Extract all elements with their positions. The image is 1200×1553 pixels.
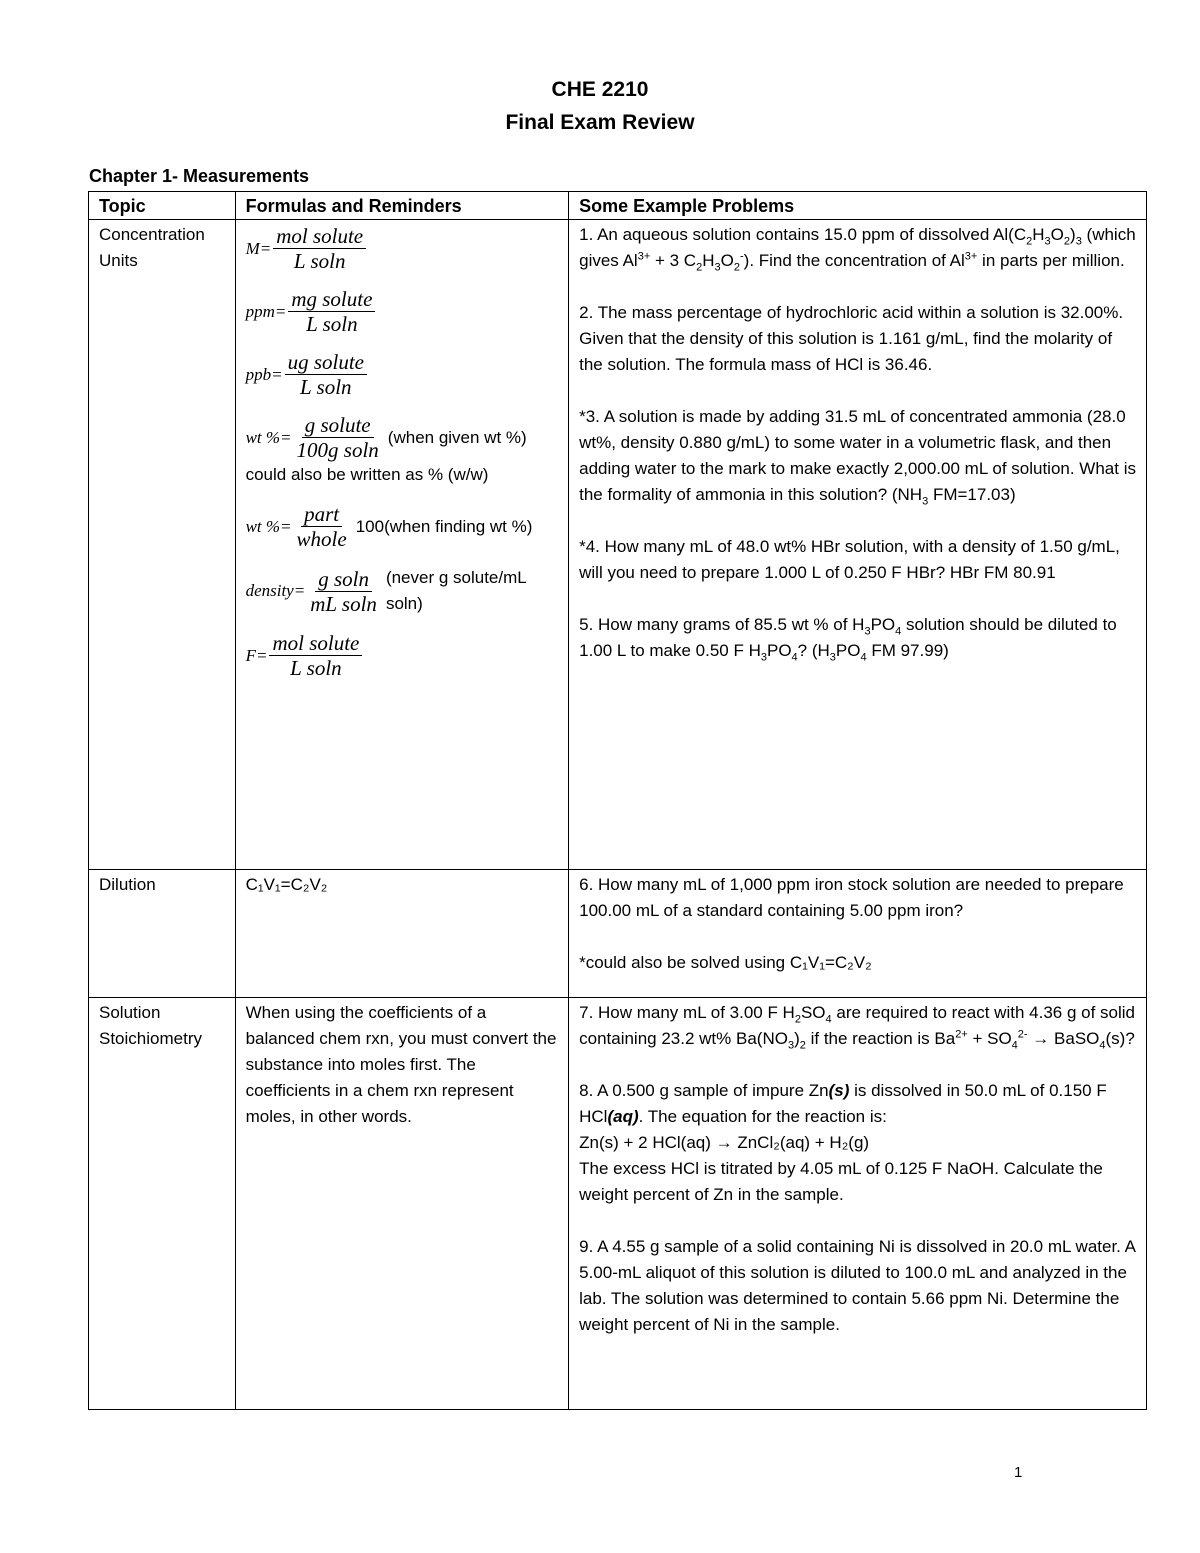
formula-formality: F= $\frac{\text{mol solute}}{\text{L soln}}$ <box>246 631 559 680</box>
problem-3: *3. A solution is made by adding 31.5 mL of concentrated ammonia (28.0 wt%, density 0.880 g/mL) to some water in a volumetric flask, and then adding water to the mark to make exactly 2,000.00 mL of solution. What is the formality of ammonia in this solution? ($NH_3$ FM=17.03) <box>579 407 1136 508</box>
problem-6: 6. How many mL of 1,000 ppm iron stock solution are needed to prepare 100.00 mL of a standard containing 5.00 ppm iron? <box>579 875 1124 920</box>
table-row-concentration <box>89 220 1147 870</box>
formula-wt-percent-finding: wt %= $\frac{\text{part}}{\text{whole}}$ 100(when finding wt %) <box>245 502 533 551</box>
formula-molarity: M= $\frac{\text{mol solute}}{\text{L soln}}$ <box>246 224 559 273</box>
formulas-concentration <box>235 220 569 870</box>
problem-8: 8. A 0.500 g sample of impure Zn(s) is dissolved in 50.0 mL of 0.150 F HCl(aq). The equation for the reaction is: <box>579 1081 1107 1126</box>
problem-1: 1. An aqueous solution contains 15.0 ppm of dissolved $Al(C_2H_3O_2)_3$ (which gives $Al^{3+} + 3$ $C_2H_3O_2^-$). Find the concentration of $Al^{3+}$ in parts per million. <box>579 225 1136 274</box>
problem-7: 7. How many mL of 3.00 F $H_2SO_4$ are required to react with 4.36 g of solid containing 23.2 wt% $Ba(NO_3)_2$ if the reaction is $Ba^{2+} + SO_4^{2-}$ → BaSO$_4$(s)? <box>579 1003 1135 1052</box>
problem-5: 5. How many grams of 85.5 wt % of $H_3PO_4$ solution should be diluted to 1.00 L to make 0.50 F $H_3PO_4$? ($H_3PO_4$ FM 97.99) <box>579 615 1117 664</box>
formula-dilution: C₁V₁=C₂V₂ <box>235 870 569 998</box>
formula-ppb: ppb= $\frac{\text{ug solute}}{\text{L soln}}$ <box>246 350 559 399</box>
problems-stoichiometry <box>569 998 1147 1410</box>
formula-density: density= $\frac{\text{g soln}}{\text{mL soln}}$ (never g solute/mL soln) <box>245 566 527 616</box>
problems-dilution <box>569 870 1147 998</box>
page-number: 1 <box>1014 1464 1023 1481</box>
document-title: Final Exam Review <box>505 111 695 134</box>
problem-9: 9. A 4.55 g sample of a solid containing Ni is dissolved in 20.0 mL water. A 5.00-mL aliquot of this solution is diluted to 100.0 mL and analyzed in the lab. The solution was determined to contain 5.66 ppm Ni. Determine the weight percent of Ni in the sample. <box>579 1237 1136 1334</box>
topic-concentration: Concentration Units <box>89 220 236 870</box>
header-formulas: Formulas and Reminders <box>235 192 569 220</box>
problems-concentration <box>569 220 1147 870</box>
table-row-stoichiometry <box>89 998 1147 1410</box>
problem-2: 2. The mass percentage of hydrochloric acid within a solution is 32.00%. Given that the density of this solution is 1.161 g/mL, find the molarity of the solution. The formula mass of HCl is 36.46. <box>579 303 1124 374</box>
table-header-row <box>89 192 1147 220</box>
reminder-stoichiometry: When using the coefficients of a balanced chem rxn, you must convert the substance into moles first. The coefficients in a chem rxn represent moles, in other words. <box>235 998 569 1410</box>
problem-8-continued: The excess HCl is titrated by 4.05 mL of 0.125 F NaOH. Calculate the weight percent of Zn in the sample. <box>579 1159 1103 1204</box>
header-topic: Topic <box>89 192 236 220</box>
problem-8-equation: Zn(s) + 2 HCl(aq) → ZnCl₂(aq) + H₂(g) <box>579 1133 870 1152</box>
wt-percent-note: could also be written as % (w/w) <box>245 465 489 484</box>
review-table <box>88 191 1147 1410</box>
table-row-dilution <box>89 870 1147 998</box>
topic-stoichiometry: Solution Stoichiometry <box>89 998 236 1410</box>
formula-ppm: ppm= $\frac{\text{mg solute}}{\text{L soln}}$ <box>246 287 559 336</box>
problem-4: *4. How many mL of 48.0 wt% HBr solution, with a density of 1.50 g/mL, will you need to prepare 1.000 L of 0.250 F HBr? HBr FM 80.91 <box>579 537 1120 582</box>
problem-6-note: *could also be solved using C₁V₁=C₂V₂ <box>579 953 872 972</box>
header-problems: Some Example Problems <box>569 192 1147 220</box>
formula-wt-percent-given: wt %= $\frac{\text{g solute}}{\text{100g soln}}$ (when given wt %) <box>245 413 527 462</box>
course-title: CHE 2210 <box>551 78 649 101</box>
topic-dilution: Dilution <box>89 870 236 998</box>
chapter-heading: Chapter 1- Measurements <box>89 166 310 186</box>
